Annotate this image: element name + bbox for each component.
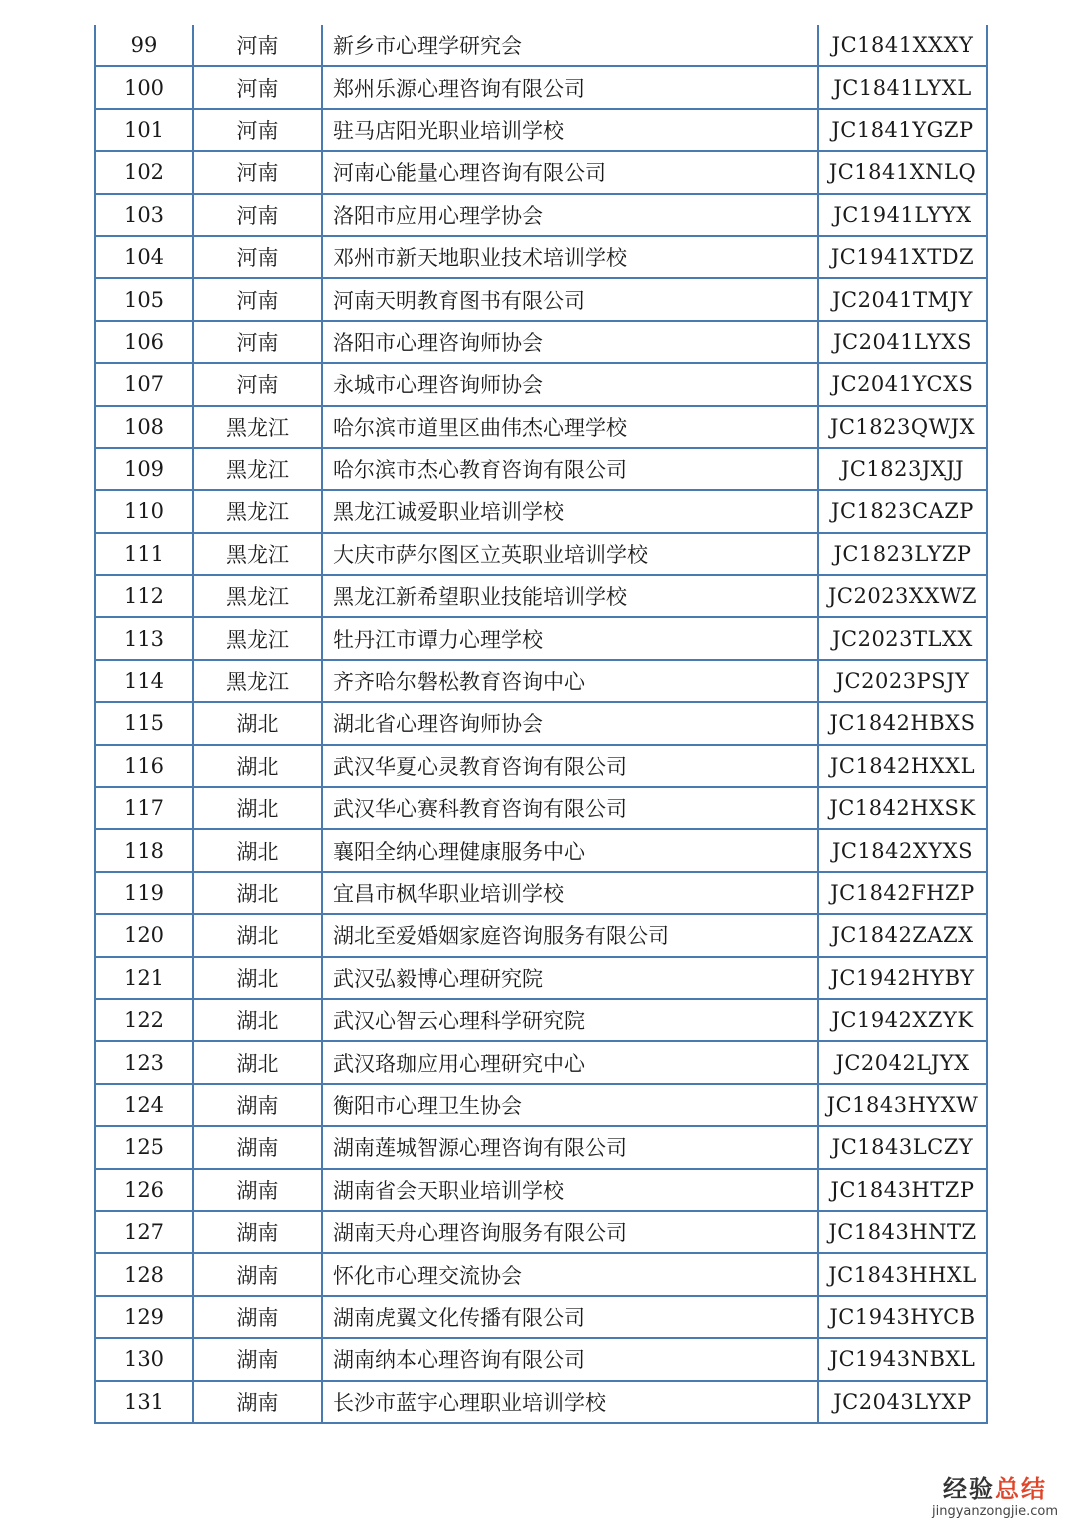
province-cell: 黑龙江 (193, 533, 322, 575)
institution-name-cell: 洛阳市应用心理学协会 (322, 194, 818, 236)
institution-name-cell: 湖南省会天职业培训学校 (322, 1169, 818, 1211)
table-row (95, 575, 987, 617)
institution-code-cell: JC1841XXXY (818, 25, 987, 66)
institution-code-cell: JC1941XTDZ (818, 236, 987, 278)
province-cell: 湖北 (193, 999, 322, 1041)
institution-code-cell: JC2023XXWZ (818, 575, 987, 617)
province-cell: 黑龙江 (193, 448, 322, 490)
table-row (95, 448, 987, 490)
province-cell: 黑龙江 (193, 660, 322, 702)
institution-code-cell: JC1842HXXL (818, 745, 987, 787)
institution-name-cell: 牡丹江市谭力心理学校 (322, 617, 818, 659)
row-number-cell: 105 (95, 278, 193, 320)
institution-name-cell: 长沙市蓝宇心理职业培训学校 (322, 1381, 818, 1423)
institution-name-cell: 哈尔滨市道里区曲伟杰心理学校 (322, 406, 818, 448)
table-row (95, 194, 987, 236)
row-number-cell: 120 (95, 914, 193, 956)
institution-code-cell: JC1841LYXL (818, 66, 987, 108)
watermark-logo-text (932, 1469, 1058, 1504)
row-number-cell: 115 (95, 702, 193, 744)
row-number-cell: 124 (95, 1084, 193, 1126)
row-number-cell: 100 (95, 66, 193, 108)
institution-code-cell: JC1842XYXS (818, 829, 987, 871)
institution-name-cell: 武汉珞珈应用心理研究中心 (322, 1041, 818, 1083)
row-number-cell: 126 (95, 1169, 193, 1211)
table-row (95, 25, 987, 66)
province-cell: 湖南 (193, 1084, 322, 1126)
table-row (95, 109, 987, 151)
province-cell: 湖北 (193, 872, 322, 914)
institution-code-cell: JC1942XZYK (818, 999, 987, 1041)
province-cell: 湖南 (193, 1126, 322, 1168)
institution-code-cell: JC1843HYXW (818, 1084, 987, 1126)
institution-name-cell: 河南天明教育图书有限公司 (322, 278, 818, 320)
institution-code-cell: JC2023PSJY (818, 660, 987, 702)
province-cell: 湖北 (193, 957, 322, 999)
table-row (95, 533, 987, 575)
row-number-cell: 122 (95, 999, 193, 1041)
institution-name-cell: 衡阳市心理卫生协会 (322, 1084, 818, 1126)
row-number-cell: 130 (95, 1338, 193, 1380)
institution-name-cell: 武汉华心赛科教育咨询有限公司 (322, 787, 818, 829)
institution-name-cell: 齐齐哈尔磐松教育咨询中心 (322, 660, 818, 702)
table-row (95, 490, 987, 532)
row-number-cell: 117 (95, 787, 193, 829)
institution-name-cell: 邓州市新天地职业技术培训学校 (322, 236, 818, 278)
table-row (95, 617, 987, 659)
table-row (95, 745, 987, 787)
province-cell: 河南 (193, 321, 322, 363)
institution-name-cell: 大庆市萨尔图区立英职业培训学校 (322, 533, 818, 575)
institution-code-cell: JC2042LJYX (818, 1041, 987, 1083)
institution-name-cell: 永城市心理咨询师协会 (322, 363, 818, 405)
row-number-cell: 104 (95, 236, 193, 278)
institution-name-cell: 哈尔滨市杰心教育咨询有限公司 (322, 448, 818, 490)
table-row (95, 1211, 987, 1253)
table-row (95, 702, 987, 744)
province-cell: 湖北 (193, 1041, 322, 1083)
table-row (95, 660, 987, 702)
institution-code-cell: JC2043LYXP (818, 1381, 987, 1423)
institution-code-cell: JC2041TMJY (818, 278, 987, 320)
row-number-cell: 107 (95, 363, 193, 405)
table-row (95, 787, 987, 829)
table-row (95, 872, 987, 914)
institution-name-cell: 武汉华夏心灵教育咨询有限公司 (322, 745, 818, 787)
province-cell: 湖南 (193, 1253, 322, 1295)
row-number-cell: 112 (95, 575, 193, 617)
institution-code-cell: JC1842ZAZX (818, 914, 987, 956)
institution-name-cell: 宜昌市枫华职业培训学校 (322, 872, 818, 914)
institution-name-cell: 黑龙江诚爱职业培训学校 (322, 490, 818, 532)
province-cell: 河南 (193, 25, 322, 66)
institution-code-cell: JC1843LCZY (818, 1126, 987, 1168)
row-number-cell: 128 (95, 1253, 193, 1295)
institution-name-cell: 驻马店阳光职业培训学校 (322, 109, 818, 151)
institution-name-cell: 湖南虎翼文化传播有限公司 (322, 1296, 818, 1338)
table-row (95, 1169, 987, 1211)
institution-table-container (94, 25, 986, 1424)
province-cell: 湖南 (193, 1211, 322, 1253)
institution-name-cell: 湖南纳本心理咨询有限公司 (322, 1338, 818, 1380)
institution-code-cell: JC1841YGZP (818, 109, 987, 151)
institution-name-cell: 武汉心智云心理科学研究院 (322, 999, 818, 1041)
institution-name-cell: 郑州乐源心理咨询有限公司 (322, 66, 818, 108)
row-number-cell: 116 (95, 745, 193, 787)
row-number-cell: 121 (95, 957, 193, 999)
province-cell: 湖北 (193, 787, 322, 829)
province-cell: 湖北 (193, 914, 322, 956)
institution-name-cell: 湖北省心理咨询师协会 (322, 702, 818, 744)
province-cell: 河南 (193, 151, 322, 193)
table-row (95, 363, 987, 405)
province-cell: 河南 (193, 109, 322, 151)
table-row (95, 914, 987, 956)
row-number-cell: 127 (95, 1211, 193, 1253)
institution-code-cell: JC1843HHXL (818, 1253, 987, 1295)
table-row (95, 999, 987, 1041)
province-cell: 黑龙江 (193, 617, 322, 659)
institution-code-cell: JC1943HYCB (818, 1296, 987, 1338)
table-row (95, 1126, 987, 1168)
table-row (95, 1338, 987, 1380)
table-row (95, 957, 987, 999)
institution-name-cell: 襄阳全纳心理健康服务中心 (322, 829, 818, 871)
table-row (95, 321, 987, 363)
table-row (95, 66, 987, 108)
watermark-title-part1: 经验 (942, 1475, 995, 1503)
institution-name-cell: 怀化市心理交流协会 (322, 1253, 818, 1295)
province-cell: 湖南 (193, 1169, 322, 1211)
row-number-cell: 110 (95, 490, 193, 532)
table-row (95, 1084, 987, 1126)
institution-name-cell: 洛阳市心理咨询师协会 (322, 321, 818, 363)
watermark-title-part2: 总结 (994, 1475, 1047, 1503)
institution-name-cell: 河南心能量心理咨询有限公司 (322, 151, 818, 193)
province-cell: 河南 (193, 278, 322, 320)
row-number-cell: 111 (95, 533, 193, 575)
row-number-cell: 106 (95, 321, 193, 363)
table-row (95, 1253, 987, 1295)
province-cell: 河南 (193, 236, 322, 278)
institution-table-body (95, 25, 987, 1423)
institution-name-cell: 武汉弘毅博心理研究院 (322, 957, 818, 999)
row-number-cell: 103 (95, 194, 193, 236)
watermark-url: jingyanzongjie.com (931, 1504, 1058, 1519)
row-number-cell: 123 (95, 1041, 193, 1083)
institution-code-cell: JC2023TLXX (818, 617, 987, 659)
institution-table (94, 25, 988, 1424)
province-cell: 湖北 (193, 702, 322, 744)
row-number-cell: 131 (95, 1381, 193, 1423)
institution-code-cell: JC1843HNTZ (818, 1211, 987, 1253)
province-cell: 黑龙江 (193, 575, 322, 617)
institution-code-cell: JC1842FHZP (818, 872, 987, 914)
row-number-cell: 129 (95, 1296, 193, 1338)
table-row (95, 236, 987, 278)
province-cell: 黑龙江 (193, 490, 322, 532)
institution-name-cell: 湖南天舟心理咨询服务有限公司 (322, 1211, 818, 1253)
institution-code-cell: JC1823QWJX (818, 406, 987, 448)
institution-code-cell: JC1842HXSK (818, 787, 987, 829)
row-number-cell: 108 (95, 406, 193, 448)
institution-name-cell: 湖北至爱婚姻家庭咨询服务有限公司 (322, 914, 818, 956)
institution-name-cell: 湖南莲城智源心理咨询有限公司 (322, 1126, 818, 1168)
institution-code-cell: JC1823LYZP (818, 533, 987, 575)
province-cell: 黑龙江 (193, 406, 322, 448)
institution-code-cell: JC1843HTZP (818, 1169, 987, 1211)
institution-code-cell: JC1823JXJJ (818, 448, 987, 490)
institution-code-cell: JC1941LYYX (818, 194, 987, 236)
row-number-cell: 125 (95, 1126, 193, 1168)
table-row (95, 1041, 987, 1083)
row-number-cell: 113 (95, 617, 193, 659)
province-cell: 湖北 (193, 745, 322, 787)
table-row (95, 406, 987, 448)
table-row (95, 829, 987, 871)
institution-code-cell: JC2041YCXS (818, 363, 987, 405)
province-cell: 河南 (193, 194, 322, 236)
row-number-cell: 102 (95, 151, 193, 193)
table-row (95, 151, 987, 193)
table-row (95, 1381, 987, 1423)
row-number-cell: 119 (95, 872, 193, 914)
institution-name-cell: 新乡市心理学研究会 (322, 25, 818, 66)
province-cell: 湖南 (193, 1338, 322, 1380)
province-cell: 湖南 (193, 1381, 322, 1423)
table-row (95, 1296, 987, 1338)
row-number-cell: 109 (95, 448, 193, 490)
institution-code-cell: JC1943NBXL (818, 1338, 987, 1380)
table-row (95, 278, 987, 320)
row-number-cell: 101 (95, 109, 193, 151)
institution-code-cell: JC1841XNLQ (818, 151, 987, 193)
institution-code-cell: JC1942HYBY (818, 957, 987, 999)
province-cell: 湖南 (193, 1296, 322, 1338)
site-watermark (932, 1469, 1058, 1519)
institution-name-cell: 黑龙江新希望职业技能培训学校 (322, 575, 818, 617)
row-number-cell: 118 (95, 829, 193, 871)
row-number-cell: 99 (95, 25, 193, 66)
institution-code-cell: JC1842HBXS (818, 702, 987, 744)
institution-code-cell: JC1823CAZP (818, 490, 987, 532)
institution-code-cell: JC2041LYXS (818, 321, 987, 363)
province-cell: 河南 (193, 363, 322, 405)
province-cell: 湖北 (193, 829, 322, 871)
row-number-cell: 114 (95, 660, 193, 702)
province-cell: 河南 (193, 66, 322, 108)
